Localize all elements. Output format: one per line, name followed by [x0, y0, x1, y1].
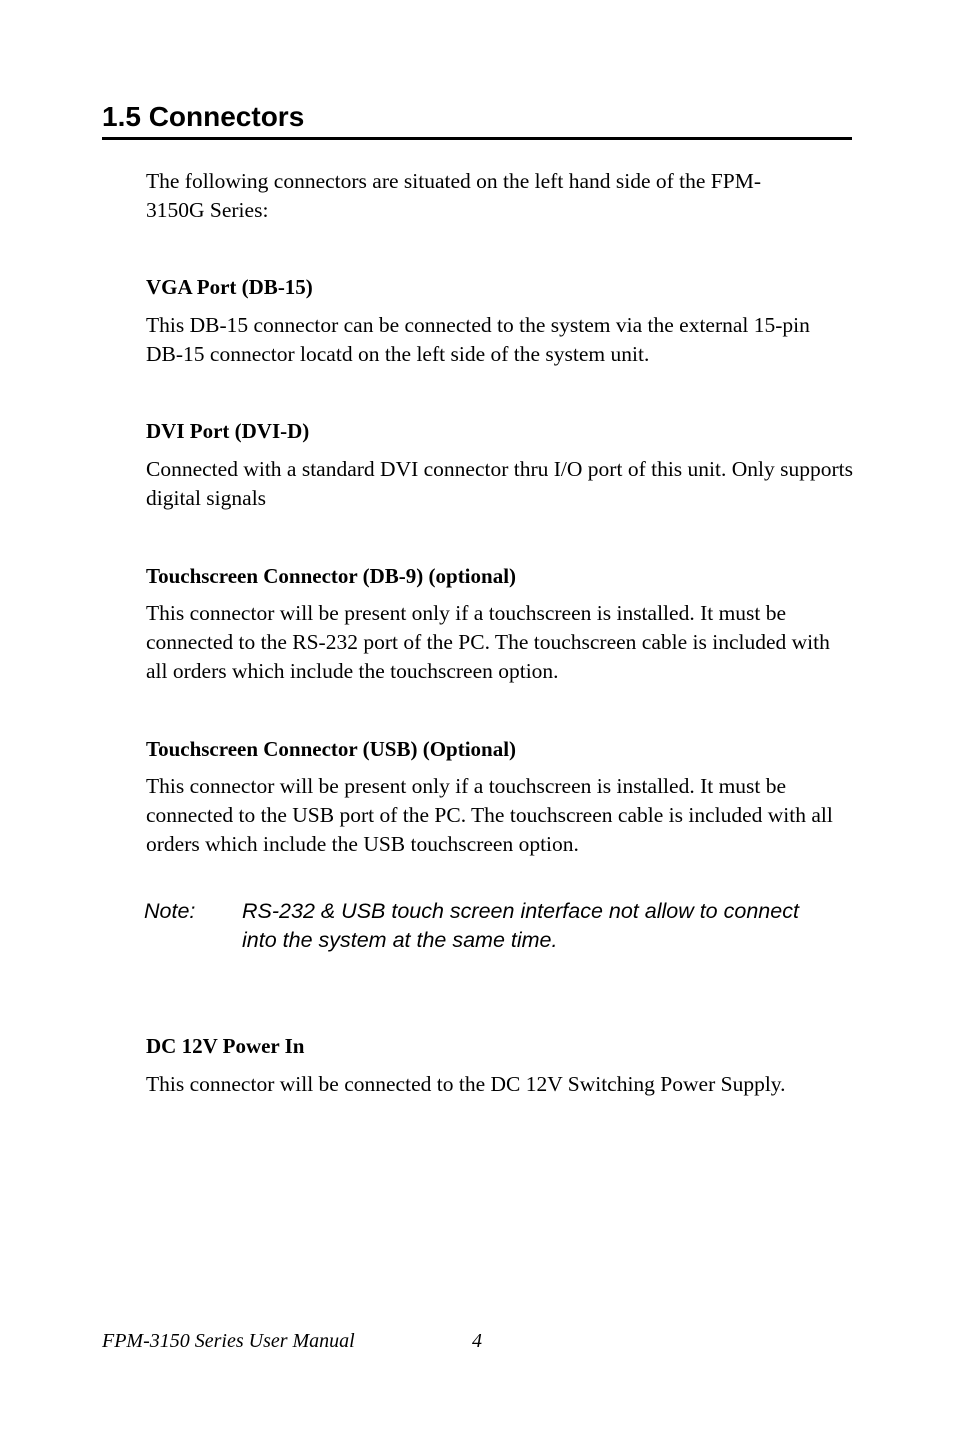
- connector-text-dc-power: This connector will be connected to the DC 12V Switching Power Supply.: [146, 1072, 786, 1096]
- note-text: RS-232 & USB touch screen interface not allow to connect into the system at the same time.: [242, 899, 799, 952]
- connector-text-touch-usb: This connector will be present only if a touchscreen is installed. It must be connected to the USB port of the PC. The touchscreen cable is included with all orders which include the USB touchscreen option.: [146, 774, 833, 856]
- connector-heading-touch-db9: Touchscreen Connector (DB-9) (optional): [146, 564, 517, 588]
- section-heading: 1.5 Connectors: [102, 101, 305, 132]
- connector-heading-dc-power: DC 12V Power In: [146, 1034, 305, 1058]
- heading-rule: [102, 137, 852, 140]
- connector-heading-dvi: DVI Port (DVI-D): [146, 419, 310, 443]
- connector-heading-touch-usb: Touchscreen Connector (USB) (Optional): [146, 737, 517, 761]
- connector-text-touch-db9: This connector will be present only if a touchscreen is installed. It must be connected to the RS-232 port of the PC. The touchscreen cable is included with all orders which include the touchscreen option.: [146, 601, 830, 683]
- intro-paragraph: The following connectors are situated on the left hand side of the FPM-3150G Series:: [146, 169, 761, 222]
- footer-manual-title: FPM-3150 Series User Manual: [102, 1330, 355, 1352]
- note-label: Note:: [144, 899, 196, 923]
- connector-heading-vga: VGA Port (DB-15): [146, 275, 313, 299]
- footer-page-number: 4: [472, 1330, 482, 1352]
- connector-text-vga: This DB-15 connector can be connected to the system via the external 15-pin DB-15 connector locatd on the left side of the system unit.: [146, 313, 810, 366]
- connector-text-dvi: Connected with a standard DVI connector thru I/O port of this unit. Only supports digital signals: [146, 457, 853, 510]
